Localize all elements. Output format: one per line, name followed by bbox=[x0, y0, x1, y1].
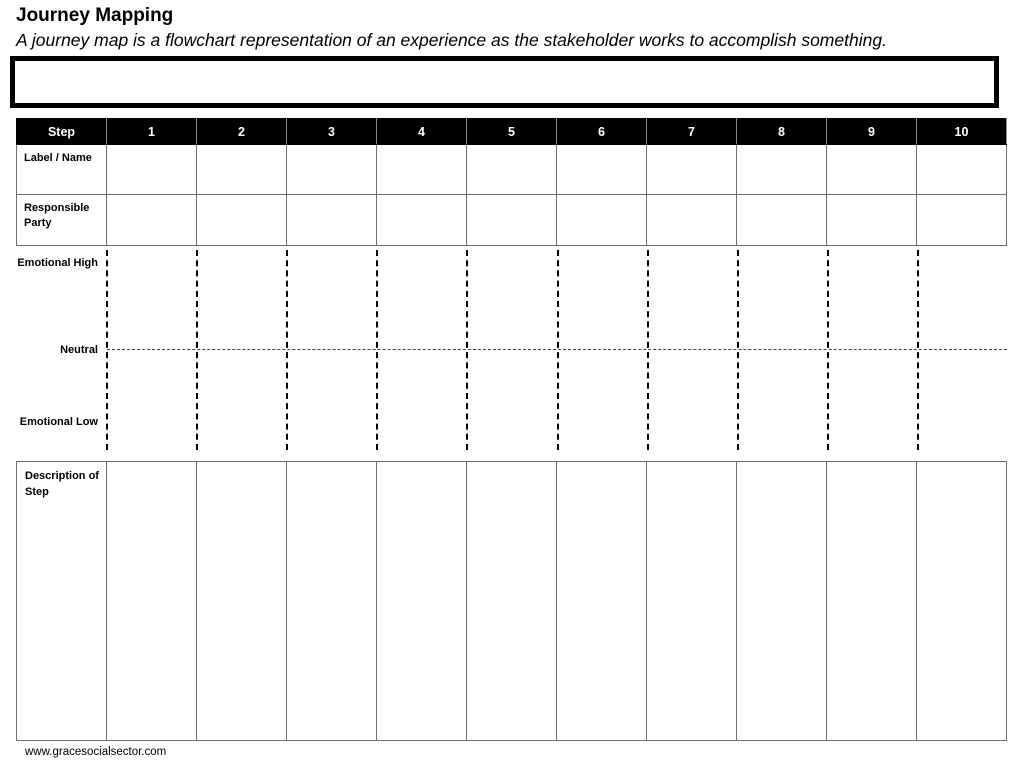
step-divider-9 bbox=[827, 250, 829, 450]
responsible-party-cell-7[interactable] bbox=[647, 195, 737, 246]
label-name-cell-4[interactable] bbox=[377, 145, 467, 195]
responsible-party-row bbox=[17, 195, 1007, 246]
description-cell-8[interactable] bbox=[737, 462, 827, 741]
step-divider-8 bbox=[737, 250, 739, 450]
step-header-10: 10 bbox=[917, 119, 1007, 145]
responsible-party-cell-8[interactable] bbox=[737, 195, 827, 246]
description-table bbox=[16, 461, 1007, 741]
label-name-cell-10[interactable] bbox=[917, 145, 1007, 195]
page-title: Journey Mapping bbox=[16, 5, 174, 26]
description-row bbox=[17, 462, 1007, 741]
step-divider-3 bbox=[286, 250, 288, 450]
responsible-party-cell-4[interactable] bbox=[377, 195, 467, 246]
responsible-party-cell-5[interactable] bbox=[467, 195, 557, 246]
journey-name-input[interactable] bbox=[10, 56, 999, 108]
responsible-party-cell-10[interactable] bbox=[917, 195, 1007, 246]
description-cell-5[interactable] bbox=[467, 462, 557, 741]
responsible-party-row-label: Responsible Party bbox=[17, 195, 107, 246]
emotional-high-label: Emotional High bbox=[17, 257, 98, 269]
step-header-1: 1 bbox=[107, 119, 197, 145]
step-header-2: 2 bbox=[197, 119, 287, 145]
step-header-5: 5 bbox=[467, 119, 557, 145]
label-name-cell-7[interactable] bbox=[647, 145, 737, 195]
description-cell-7[interactable] bbox=[647, 462, 737, 741]
description-cell-6[interactable] bbox=[557, 462, 647, 741]
description-cell-10[interactable] bbox=[917, 462, 1007, 741]
label-name-row bbox=[17, 145, 1007, 195]
label-name-cell-3[interactable] bbox=[287, 145, 377, 195]
step-header-4: 4 bbox=[377, 119, 467, 145]
description-row-label: Description of Step bbox=[17, 462, 107, 741]
label-name-cell-6[interactable] bbox=[557, 145, 647, 195]
steps-header-row bbox=[17, 119, 1007, 145]
description-cell-4[interactable] bbox=[377, 462, 467, 741]
step-divider-6 bbox=[557, 250, 559, 450]
description-cell-3[interactable] bbox=[287, 462, 377, 741]
step-header-8: 8 bbox=[737, 119, 827, 145]
label-name-row-label: Label / Name bbox=[17, 145, 107, 195]
step-divider-1 bbox=[106, 250, 108, 450]
step-header-7: 7 bbox=[647, 119, 737, 145]
responsible-party-cell-3[interactable] bbox=[287, 195, 377, 246]
label-name-cell-8[interactable] bbox=[737, 145, 827, 195]
description-cell-1[interactable] bbox=[107, 462, 197, 741]
step-header-9: 9 bbox=[827, 119, 917, 145]
step-divider-5 bbox=[466, 250, 468, 450]
description-cell-2[interactable] bbox=[197, 462, 287, 741]
step-divider-4 bbox=[376, 250, 378, 450]
step-divider-7 bbox=[647, 250, 649, 450]
page-subtitle: A journey map is a flowchart representation of an experience as the stakeholder works to accomplish something. bbox=[16, 30, 887, 50]
responsible-party-cell-6[interactable] bbox=[557, 195, 647, 246]
step-header-6: 6 bbox=[557, 119, 647, 145]
label-name-cell-2[interactable] bbox=[197, 145, 287, 195]
footer-url: www.gracesocialsector.com bbox=[25, 746, 167, 758]
label-name-cell-1[interactable] bbox=[107, 145, 197, 195]
step-header-3: 3 bbox=[287, 119, 377, 145]
responsible-party-cell-2[interactable] bbox=[197, 195, 287, 246]
neutral-label: Neutral bbox=[60, 344, 98, 356]
responsible-party-cell-1[interactable] bbox=[107, 195, 197, 246]
step-divider-2 bbox=[196, 250, 198, 450]
step-divider-10 bbox=[917, 250, 919, 450]
label-name-cell-5[interactable] bbox=[467, 145, 557, 195]
label-name-cell-9[interactable] bbox=[827, 145, 917, 195]
emotion-chart bbox=[16, 246, 1007, 454]
description-cell-9[interactable] bbox=[827, 462, 917, 741]
steps-table bbox=[16, 118, 1007, 246]
responsible-party-cell-9[interactable] bbox=[827, 195, 917, 246]
emotional-low-label: Emotional Low bbox=[19, 416, 98, 428]
step-header: Step bbox=[17, 119, 107, 145]
